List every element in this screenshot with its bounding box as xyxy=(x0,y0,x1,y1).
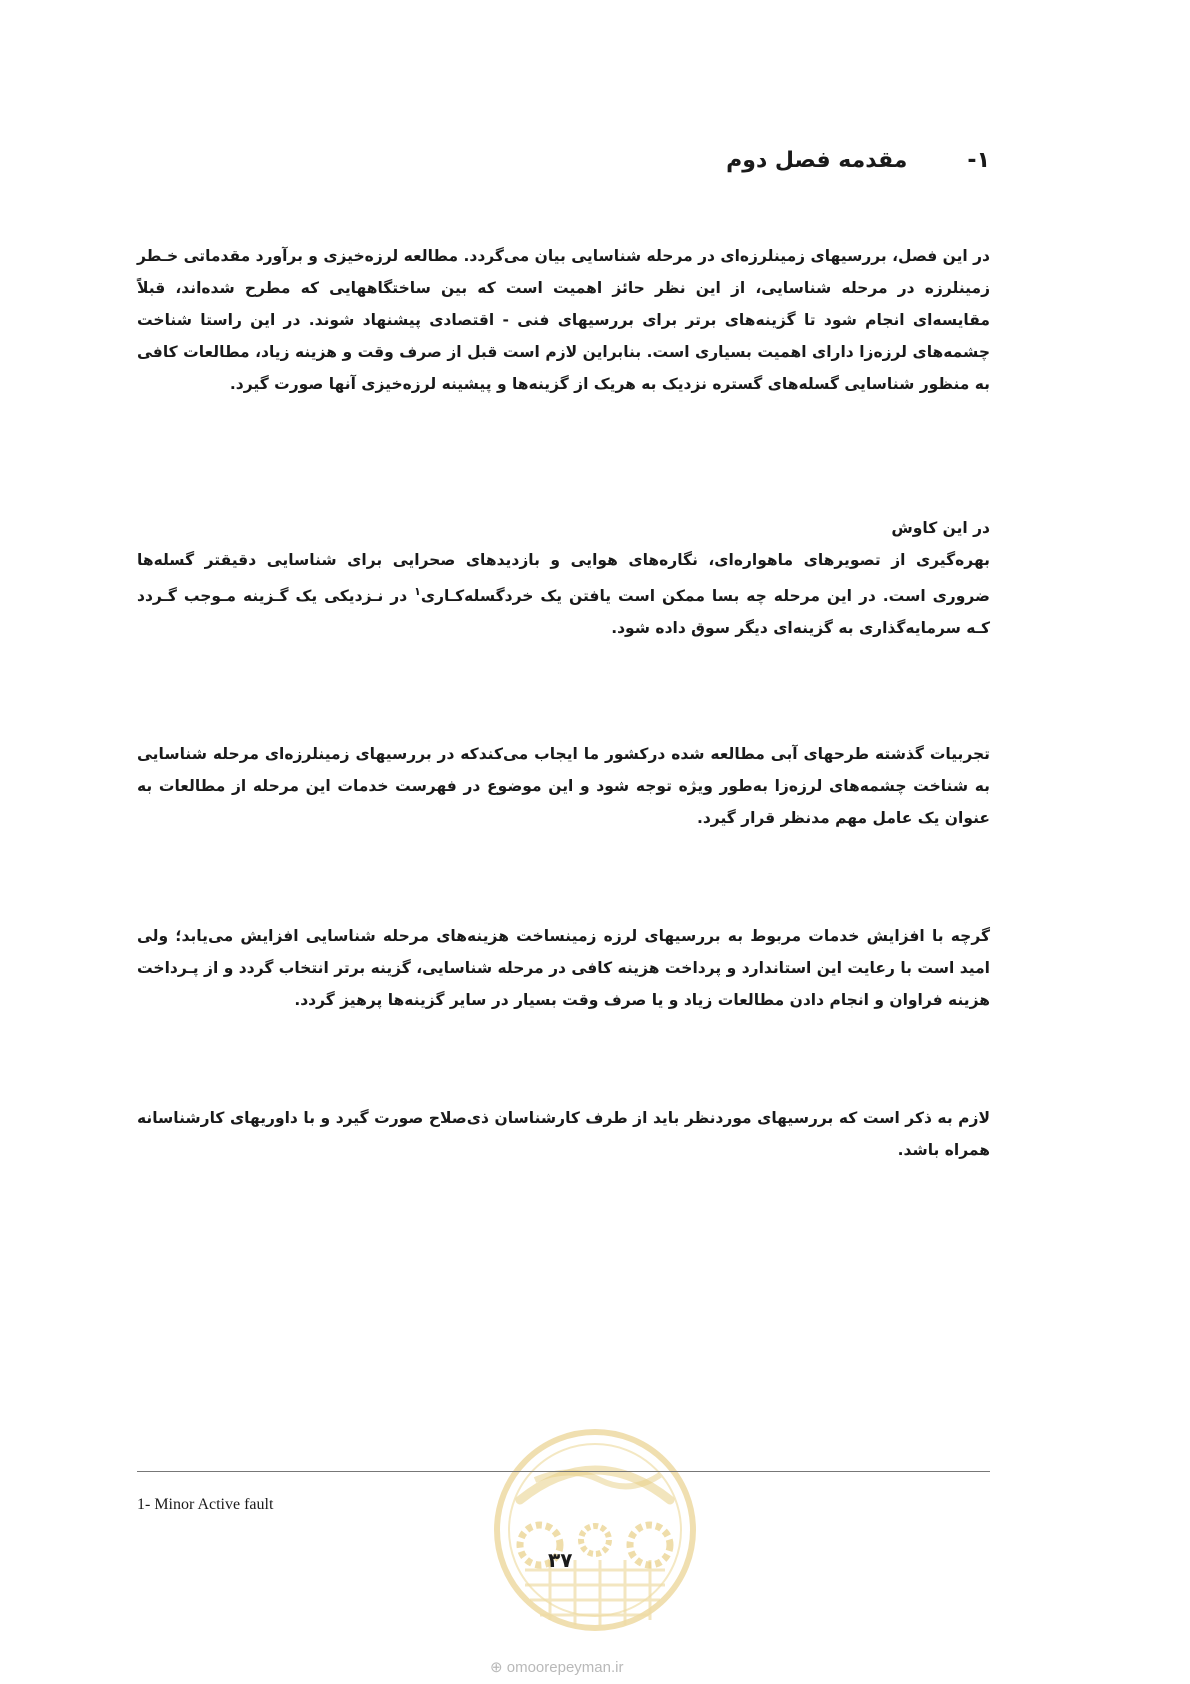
footnote-marker: ۱ xyxy=(414,585,421,598)
paragraph-exploration-title: در این کاوش xyxy=(891,519,990,537)
paragraph-exploration-text-b: در نـزدیکی یک گـزینه مـوجب گـردد کـه سرمایه‌گذاری به گزینه‌ای دیگر سوق داده شود. xyxy=(137,587,990,638)
watermark-site-text: omoorepeyman.ir xyxy=(506,1659,624,1676)
paragraph-experts: لازم به ذکر است که بررسیهای موردنظر باید از طرف کارشناسان ذی‌صلاح صورت گیرد و با داوریهای کارشناسانه همراه باشد. xyxy=(137,1109,990,1159)
section-heading xyxy=(726,148,990,173)
footnote-divider xyxy=(137,1471,990,1472)
section-number: ۱- xyxy=(967,148,990,173)
paragraph-exploration-text-a: بهره‌گیری از تصویرهای ماهواره‌ای، نگاره‌های هوایی و بازدیدهای صحرایی برای شناسایی دقیقتر گسله‌ها ضروری است. در این مرحله چه بسا ممکن است یافتن یک خردگسله‌کـاری xyxy=(137,551,990,606)
paragraph-experience: تجربیات گذشته طرحهای آبی مطالعه شده درکشور ما ایجاب می‌کندکه در بررسیهای زمینلرزه‌ای مرحله شناسایی به شناخت چشمه‌های لرزه‌زا به‌طور ویژه توجه شود و این موضوع در فهرست خدمات این مرحله از مطالعات به عنوان یک عامل مهم مدنظر قرار گیرد. xyxy=(137,745,990,827)
paragraph-exploration xyxy=(137,512,990,644)
footnote: 1- Minor Active fault xyxy=(137,1496,274,1513)
paragraph-intro: در این فصل، بررسیهای زمینلرزه‌ای در مرحله شناسایی بیان می‌گردد. مطالعه لرزه‌خیزی و برآورد مقدماتی خـطر زمینلرزه در مرحله شناسایی، از این نظر حائز اهمیت است که بین ساختگاههایی که مطرح شده‌اند، قبلاً مقایسه‌ای انجام شود تا گزینه‌های برتر برای بررسیهای فنی - اقتصادی پیشنهاد شوند. در این راستا شناخت چشمه‌های لرزه‌زا دارای اهمیت بسیاری است. بنابراین لازم است قبل از صرف وقت و هزینه زیاد، مطالعات کافی به منظور شناسایی گسله‌های گستره نزدیک به هریک از گزینه‌ها و پیشینه لرزه‌خیزی آنها صورت گیرد. xyxy=(136,247,990,393)
watermark-logo xyxy=(480,1420,710,1660)
page-number: ۳۷ xyxy=(548,1548,573,1572)
globe-icon: ⊕ xyxy=(490,1659,503,1676)
paragraph-exploration-body xyxy=(137,544,990,644)
section-title: مقدمه فصل دوم xyxy=(726,148,908,173)
paragraph-costs: گرچه با افزایش خدمات مربوط به بررسیهای لرزه زمینساخت هزینه‌های مرحله شناسایی افزایش می‌یابد؛ ولی امید است با رعایت این استاندارد و پرداخت هزینه کافی در مرحله شناسایی، گزینه برتر انتخاب گردد و از پـرداخت هزینه فراوان و انجام دادن مطالعات زیاد و یا صرف وقت بسیار در سایر گزینه‌ها پرهیز گردد. xyxy=(137,927,990,1009)
watermark-site xyxy=(490,1658,623,1676)
